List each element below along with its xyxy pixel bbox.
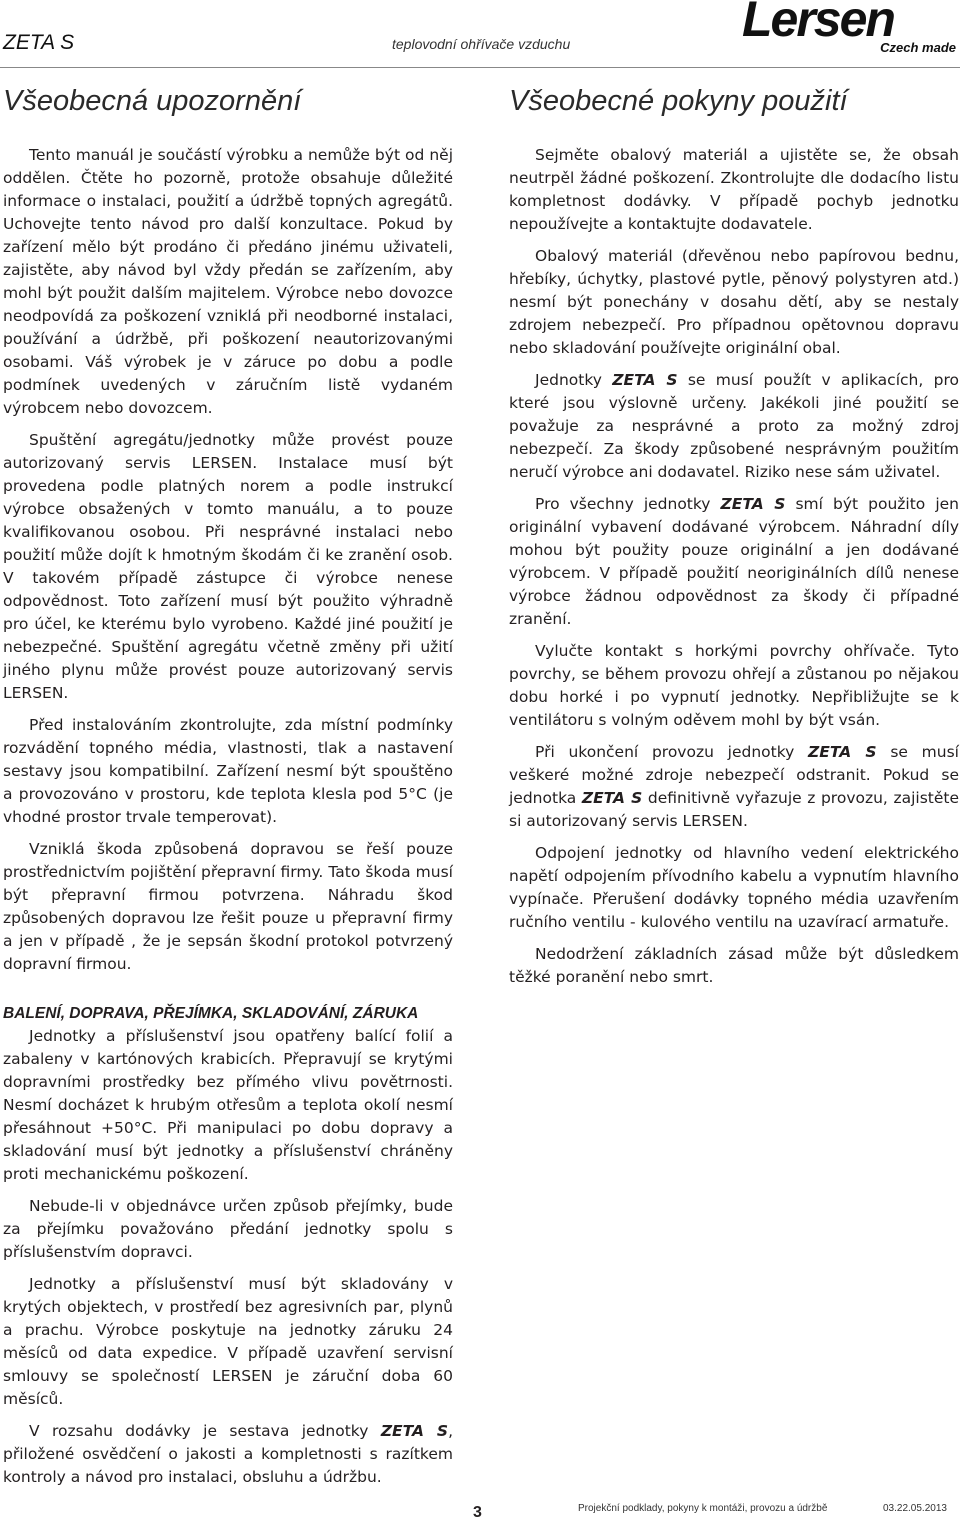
product-name: ZETA S	[3, 31, 75, 54]
product-mention: ZETA S	[612, 370, 678, 389]
text-span: definitivně vyřazuje z provozu, zajistěte si autorizovaný servis LERSEN.	[509, 788, 959, 830]
text-span: Pro všechny jednotky	[535, 494, 721, 513]
paragraph: Nebude-li v objednávce určen způsob přejímky, bude za přejímku považováno předání jednotky spolu s příslušenstvím dopravci.	[3, 1196, 453, 1261]
text-span: V rozsahu dodávky je sestava jednotky	[29, 1421, 381, 1440]
section-title-usage-instructions: Všeobecné pokyny použití	[509, 85, 848, 117]
product-mention: ZETA S	[380, 1421, 449, 1440]
header-divider	[0, 67, 960, 68]
paragraph: Spuštění agregátu/jednotky může provést pouze autorizovaný servis LERSEN. Instalace musí být provedena podle platných norem a podle instrukcí výrobce obsažených v tomto manuálu, a to pouze kvalifikovanou osobou. Při nesprávné instalaci nebo použití může dojít k hmotným škodám či ke zranění osob. V takovém případě zástupce či výrobce nenese odpovědnost. Toto zařízení musí být použito výhradně pro účel, ke kterému bylo vyrobeno. Každé jiné použití je nebezpečné. Spuštění agregátu včetně změny při užití jiného plynu může provést pouze autorizovaný servis LERSEN.	[3, 430, 453, 702]
logo-wordmark: Lersen	[742, 0, 894, 47]
paragraph	[509, 493, 959, 631]
paragraph: Odpojení jednotky od hlavního vedení elektrického napětí odpojením přívodního kabelu a vypnutím hlavního vypínače. Přerušení dodávky topného média uzavřením ručního ventilu - kulového ventilu na uzavírací armatuře.	[509, 843, 959, 931]
subheading-packaging: BALENÍ, DOPRAVA, PŘEJÍMKA, SKLADOVÁNÍ, ZÁRUKA	[3, 1004, 419, 1022]
paragraph: Jednotky a příslušenství jsou opatřeny balící folií a zabaleny v kartónových krabicích. Přepravují se krytými dopravními prostředky bez přímého vlivu povětrnosti. Nesmí docházet k hrubým otřesům a teplota okolí nesmí přesáhnout +50°C. Při manipulaci po dobu dopravy a skladování musí být jednotky a příslušenství chráněny proti mechanickému poškození.	[3, 1026, 453, 1183]
paragraph: Jednotky a příslušenství musí být skladovány v krytých objektech, v prostředí bez agresivních par, plynů a prachu. Výrobce poskytuje na jednotky záruku 24 měsíců od data expedice. V případě uzavření servisní smlouvy se společností LERSEN je záruční doba 60 měsíců.	[3, 1274, 453, 1408]
paragraph: Nedodržení základních zásad může být důsledkem těžké poranění nebo smrt.	[509, 944, 959, 986]
footer-document-title: Projekční podklady, pokyny k montáži, provozu a údržbě	[578, 1503, 828, 1514]
paragraph	[509, 369, 959, 484]
paragraph	[3, 1420, 453, 1489]
paragraph: Obalový materiál (dřevěnou nebo papírovou bednu, hřebíky, úchytky, plastové pytle, pěnový polystyren atd.) nesmí být ponechány v dosahu dětí, aby se nestaly zdrojem nebezpečí. Pro případnou opětovnou dopravu nebo skladování používejte originální obal.	[509, 246, 959, 357]
page-header	[0, 0, 960, 68]
page-number: 3	[473, 1504, 482, 1521]
paragraph: Před instalováním zkontrolujte, zda místní podmínky rozvádění topného média, vlastnosti, tlak a nastavení sestavy jsou kompatibilní. Zařízení nesmí být spouštěno a provozováno v prostoru, kde teplota klesla pod 5°C (je vhodné prostor trvale temperovat).	[3, 715, 453, 826]
paragraph: Vzniklá škoda způsobená dopravou se řeší pouze prostřednictvím pojištění přepravní firmy. Tato škoda musí být přepravní firmou potvrzena. Náhradu škod způsobených dopravou lze řešit pouze u přepravní firmy a jen v případě , že je sepsán škodní protokol potvrzený dopravní firmou.	[3, 839, 453, 973]
paragraph: Vylučte kontakt s horkými povrchy ohřívače. Tyto povrchy, se během provozu ohřejí a zůstanou po nějakou dobu horké i po vypnutí jednotky. Nepřibližujte se k ventilátoru s volným oděvem mohl by být vsán.	[509, 641, 959, 729]
text-span: , přiložené osvědčení o jakosti a kompletnosti s razítkem kontroly a návod pro instalaci, obsluhu a údržbu.	[3, 1421, 453, 1486]
paragraph	[509, 741, 959, 833]
product-mention: ZETA S	[808, 742, 877, 761]
page-footer	[0, 1490, 960, 1527]
header-subtitle: teplovodní ohřívače vzduchu	[392, 36, 571, 52]
text-span: Při ukončení provozu jednotky	[535, 742, 809, 761]
logo-tagline: Czech made	[880, 40, 956, 55]
text-span: se musí veškeré možné zdroje nebezpečí odstranit. Pokud se jednotka	[509, 742, 959, 807]
left-column	[3, 84, 453, 1498]
paragraph: Tento manuál je součástí výrobku a nemůže být od něj oddělen. Čtěte ho pozorně, protože obsahuje důležité informace o instalaci, použití a údržbě topných agregátů. Uchovejte tento návod pro další konzultace. Pokud by zařízení mělo být prodáno či předáno jinému uživateli, zajistěte, aby návod byl vždy předán se zařízením, aby mohl být použit dalším majitelem. Výrobce nebo dovozce neodpovídá za poškození vzniklá při neodborné instalaci, používání a údržbě, při poškození neautorizovanými osobami. Váš výrobek je v záruce po dobu a podle podmínek uvedených v záručním listě vydaném výrobcem nebo dovozcem.	[3, 145, 453, 417]
paragraph: Sejměte obalový materiál a ujistěte se, že obsah neutrpěl žádné poškození. Zkontrolujte dle dodacího listu kompletnost dodávky. V případě pochyb jednotku nepoužívejte a kontaktujte dodavatele.	[509, 145, 959, 233]
product-mention: ZETA S	[581, 788, 643, 807]
text-span: smí být použito jen originální vybavení dodávané výrobcem. Náhradní díly mohou být použity pouze originální a jen dodávané výrobcem. V případě použití neoriginálních dílů nenese výrobce žádnou odpovědnost za škody či případné zranění.	[509, 494, 959, 628]
section-title-general-warnings: Všeobecná upozornění	[3, 85, 302, 117]
lersen-logo	[740, 0, 960, 60]
right-column	[509, 84, 959, 998]
text-span: se musí použít v aplikacích, pro které jsou výslovně určeny. Jakékoli jiné použití se považuje za nesprávné a proto za možný zdroj nebezpečí. Za škody způsobené nesprávným použitím neručí výrobce ani dodavatel. Riziko nese sám uživatel.	[509, 370, 959, 481]
text-span: Jednotky	[535, 370, 613, 389]
product-mention: ZETA S	[720, 494, 786, 513]
footer-date: 03.22.05.2013	[883, 1503, 947, 1514]
